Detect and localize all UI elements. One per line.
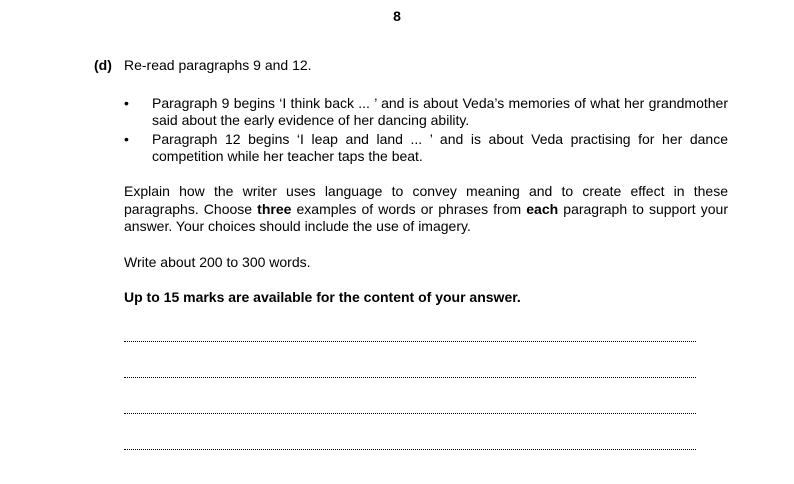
- answer-area[interactable]: [124, 340, 696, 484]
- marks-statement: Up to 15 marks are available for the content of your answer.: [124, 288, 521, 305]
- instruction-text-3: paragraph to support your answer. Your choices should include the use of imagery.: [124, 200, 728, 234]
- bullet-text: Paragraph 12 begins ‘I leap and land ... ’ and is about Veda practising for her dance competition while her teacher taps the beat.: [152, 131, 728, 164]
- bullet-list: [124, 95, 728, 165]
- question-header: [94, 57, 734, 74]
- question-label: (d): [94, 57, 112, 73]
- instruction-text-2: examples of words or phrases from: [291, 200, 527, 217]
- question-d: [94, 57, 734, 306]
- answer-line[interactable]: [124, 340, 696, 342]
- answer-line[interactable]: [124, 412, 696, 414]
- bullet-item: [124, 95, 728, 129]
- instruction-text-1: Explain how the writer uses language to convey meaning and to create effect in these paragraphs. Choose: [124, 183, 728, 217]
- instruction-emphasis-each: each: [526, 200, 559, 217]
- word-count-instruction: Write about 200 to 300 words.: [124, 253, 311, 270]
- instruction-paragraph: [124, 183, 728, 236]
- question-intro: Re-read paragraphs 9 and 12.: [124, 57, 312, 73]
- instruction-emphasis-three: three: [257, 200, 292, 217]
- question-body: [124, 95, 728, 306]
- bullet-icon: •: [124, 95, 129, 111]
- bullet-icon: •: [124, 131, 129, 147]
- bullet-text: Paragraph 9 begins ‘I think back ... ’ and is about Veda’s memories of what her grandmother said about the early evidence of her dancing ability.: [152, 95, 728, 128]
- bullet-item: [124, 131, 728, 165]
- page-number: 8: [393, 8, 401, 24]
- answer-line[interactable]: [124, 376, 696, 378]
- answer-line[interactable]: [124, 448, 696, 450]
